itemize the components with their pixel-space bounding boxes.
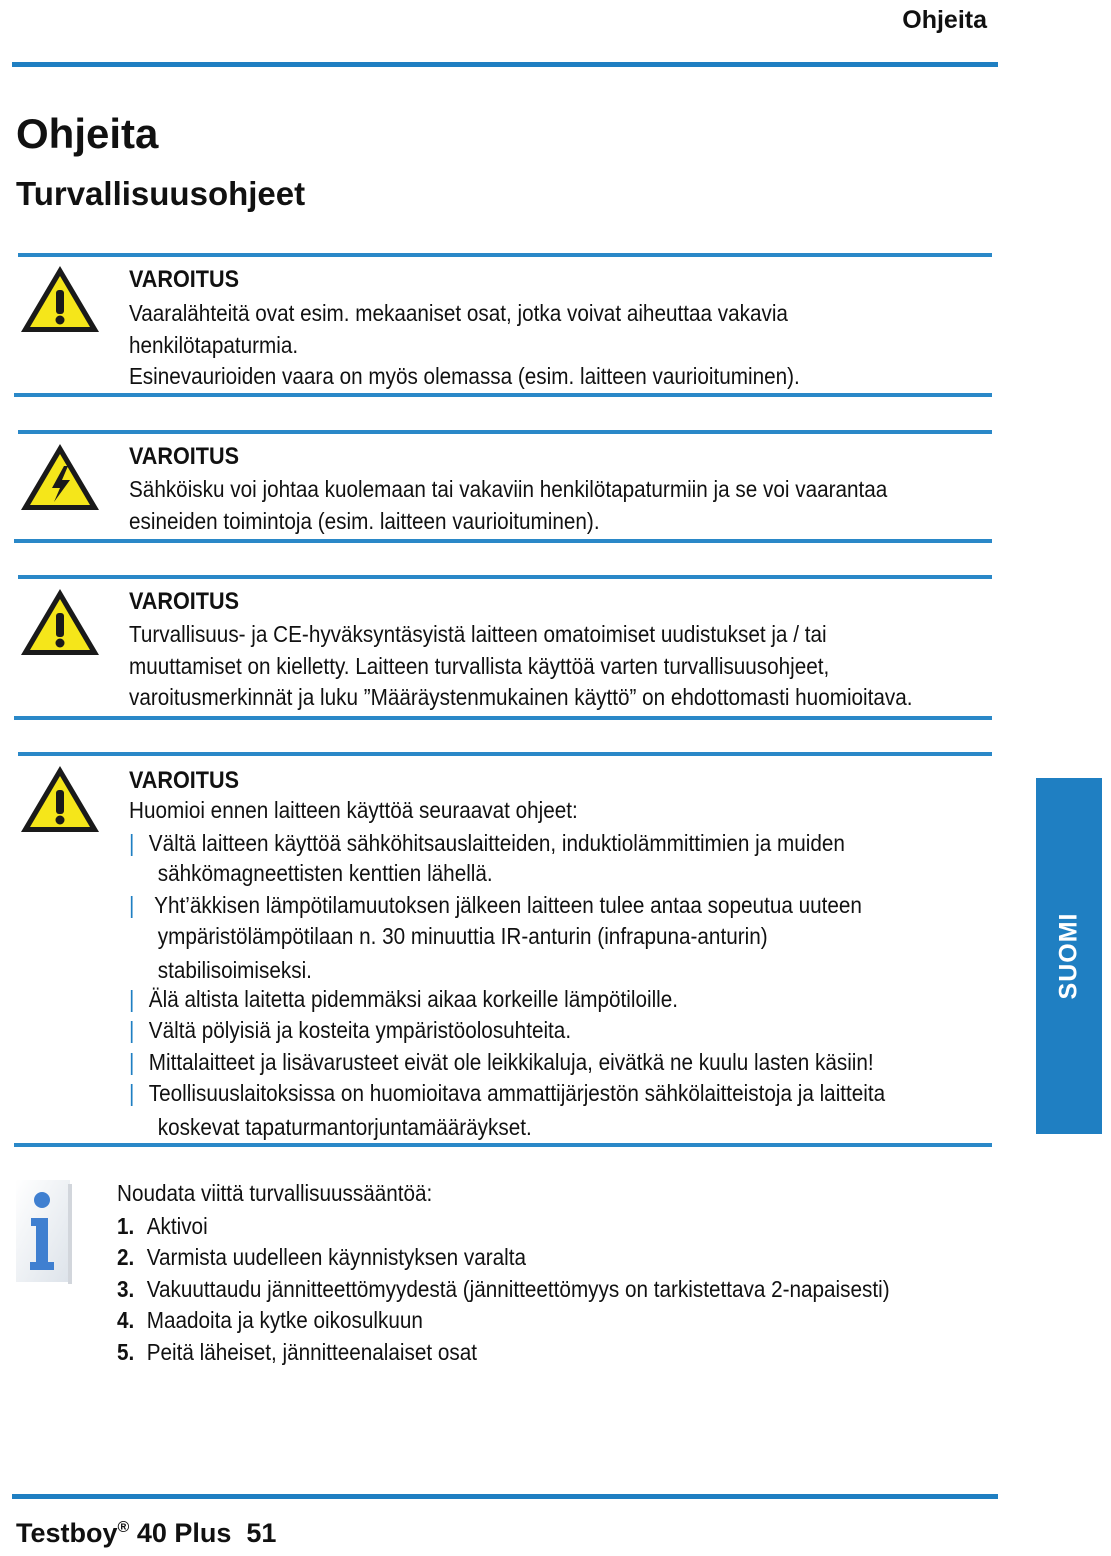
list-item <box>129 984 957 1016</box>
warning-rule-bottom <box>14 539 992 543</box>
warning-title: VAROITUS <box>129 266 240 293</box>
list-item <box>117 1274 945 1306</box>
bullet-text-cont: stabilisoimiseksi. <box>157 957 312 983</box>
registered-mark: ® <box>117 1519 130 1536</box>
bullet-text: Vältä pölyisiä ja kosteita ympäristöolosuhteita. <box>148 1017 572 1043</box>
warning-title: VAROITUS <box>129 767 240 794</box>
bullet-text-cont: sähkömagneettisten kenttien lähellä. <box>157 859 493 886</box>
warning-line: Sähköisku voi johtaa kuolemaan tai vakaviin henkilötapaturmiin ja se voi vaarantaa <box>129 476 888 502</box>
warning-line: varoitusmerkinnät ja luku ”Määräystenmukainen käyttö” on ehdottomasti huomioitava. <box>129 684 913 710</box>
list-item <box>129 1047 957 1079</box>
list-number: 5. <box>117 1339 135 1365</box>
list-text: Peitä läheiset, jännitteenalaiset osat <box>146 1339 477 1365</box>
warning-exclamation-icon <box>18 585 102 659</box>
bullet-text: Vältä laitteen käyttöä sähköhitsauslaitteiden, induktiolämmittimien ja muiden <box>148 830 845 856</box>
footer <box>16 1518 276 1549</box>
bullet-text-cont: koskevat tapaturmantorjuntamääräykset. <box>157 1113 532 1140</box>
list-item <box>129 1015 957 1047</box>
warning-line: henkilötapaturmia. <box>129 331 299 358</box>
bullet-marker: | <box>129 830 135 856</box>
list-item <box>129 1078 957 1143</box>
page-number: 51 <box>246 1518 277 1548</box>
warning-rule-bottom <box>14 716 992 720</box>
warning-title: VAROITUS <box>129 443 240 470</box>
bullet-text: Älä altista laitetta pidemmäksi aikaa korkeille lämpötiloille. <box>148 986 679 1012</box>
language-tab <box>1036 778 1102 1134</box>
warning-rule-top <box>18 575 992 579</box>
header-rule <box>12 62 998 67</box>
list-number: 2. <box>117 1244 135 1270</box>
list-item <box>117 1305 945 1337</box>
warning-intro: Huomioi ennen laitteen käyttöä seuraavat ohjeet: <box>129 797 578 823</box>
list-text: Vakuuttaudu jännitteettömyydestä (jännitteettömyys on tarkistettava 2-napaisesti) <box>146 1276 890 1302</box>
warning-line: Esinevaurioiden vaara on myös olemassa (esim. laitteen vaurioituminen). <box>129 363 800 389</box>
list-text: Aktivoi <box>146 1213 208 1239</box>
warning-text <box>129 619 993 714</box>
list-text: Varmista uudelleen käynnistyksen varalta <box>146 1244 527 1270</box>
section-title: Turvallisuusohjeet <box>16 175 306 212</box>
list-number: 3. <box>117 1276 135 1302</box>
bullet-text: Mittalaitteet ja lisävarusteet eivät ole leikkikaluja, eivätkä ne kuulu lasten käsiin! <box>148 1049 874 1075</box>
list-number: 1. <box>117 1213 135 1239</box>
list-item <box>117 1242 945 1274</box>
info-intro: Noudata viittä turvallisuussääntöä: <box>117 1180 433 1206</box>
bullet-text: Teollisuuslaitoksissa on huomioitava ammattijärjestön sähkölaitteistoja ja laitteita <box>148 1080 886 1106</box>
list-item <box>117 1211 945 1243</box>
language-tab-label: SUOMI <box>1054 912 1083 1000</box>
bullet-marker: | <box>129 892 135 918</box>
warning-rule-bottom <box>14 393 992 397</box>
warning-exclamation-icon <box>18 262 102 336</box>
bullet-marker: | <box>129 1080 135 1106</box>
warning-exclamation-icon <box>18 762 102 836</box>
warning-title: VAROITUS <box>129 588 240 615</box>
warning-line: Vaaralähteitä ovat esim. mekaaniset osat, jotka voivat aiheuttaa vakavia <box>129 300 788 326</box>
bullet-text-cont: ympäristölämpötilaan n. 30 minuuttia IR-anturin (infrapuna-anturin) <box>157 922 768 949</box>
warning-text <box>129 298 993 393</box>
warning-rule-top <box>18 253 992 257</box>
bullet-marker: | <box>129 1049 135 1075</box>
list-item <box>117 1337 945 1369</box>
warning-text <box>129 474 993 537</box>
bullet-marker: | <box>129 986 135 1012</box>
footer-brand: Testboy <box>16 1518 118 1548</box>
footer-rule <box>12 1494 998 1499</box>
warning-rule-top <box>18 430 992 434</box>
page-title: Ohjeita <box>16 110 159 157</box>
bullet-text: Yht’äkkisen lämpötilamuutoksen jälkeen laitteen tulee antaa sopeutua uuteen <box>148 892 862 918</box>
warning-line: muuttamiset on kielletty. Laitteen turvallista käyttöä varten turvallisuusohjeet, <box>129 652 830 679</box>
list-text: Maadoita ja kytke oikosulkuun <box>146 1307 423 1333</box>
bullet-list <box>129 828 1029 1143</box>
list-item <box>129 890 957 987</box>
numbered-list <box>117 1211 1017 1371</box>
warning-rule-top <box>18 752 992 756</box>
list-item <box>129 828 957 889</box>
running-header: Ohjeita <box>902 6 987 34</box>
list-number: 4. <box>117 1307 135 1333</box>
warning-line: Turvallisuus- ja CE-hyväksyntäsyistä laitteen omatoimiset uudistukset ja / tai <box>129 621 827 647</box>
footer-model: 40 Plus <box>129 1518 232 1548</box>
info-icon <box>14 1178 72 1284</box>
warning-rule-bottom <box>14 1143 992 1147</box>
bullet-marker: | <box>129 1017 135 1043</box>
warning-line: esineiden toimintoja (esim. laitteen vaurioituminen). <box>129 507 600 534</box>
electric-shock-icon <box>18 440 102 514</box>
